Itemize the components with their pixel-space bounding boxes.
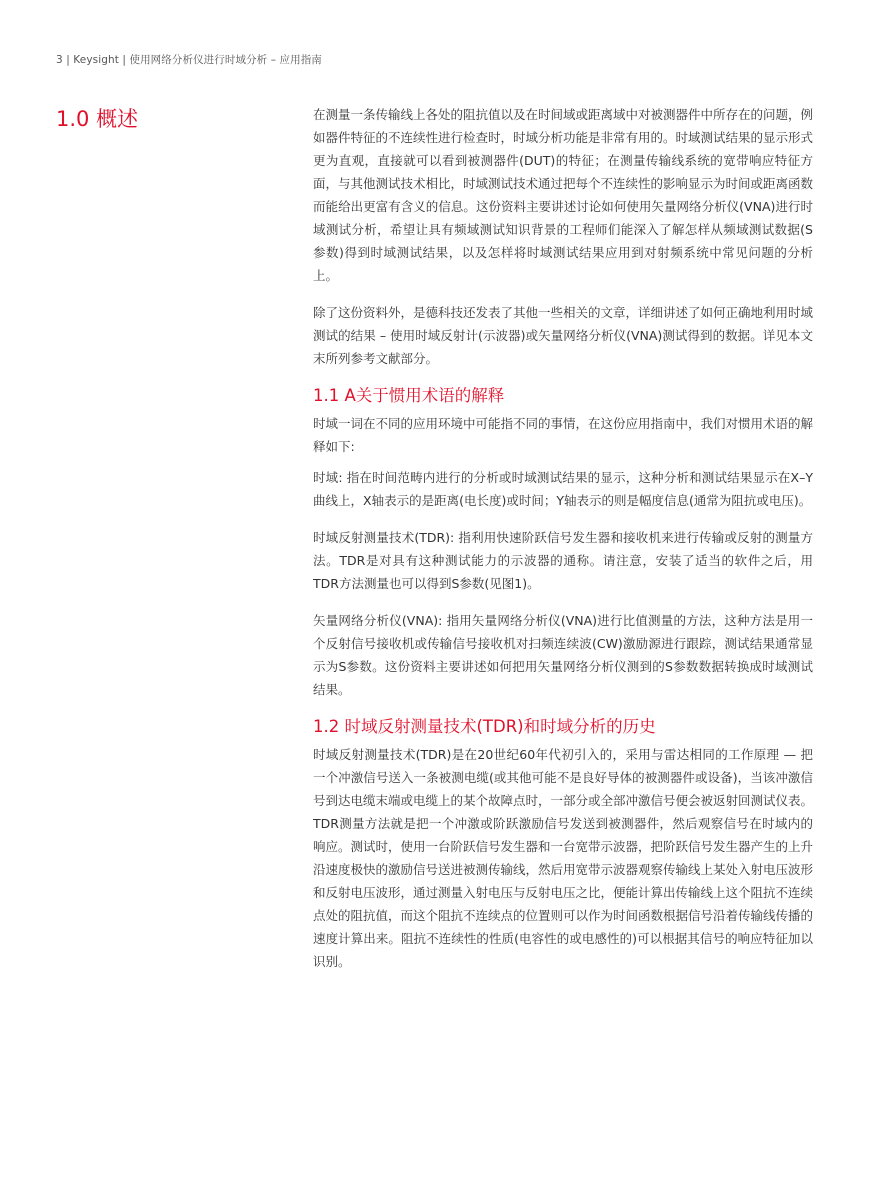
subsection-1-1-title: 1.1 A关于惯用术语的解释 bbox=[313, 386, 505, 405]
term-tdr: 时域反射测量技术(TDR): 指利用快速阶跃信号发生器和接收机来进行传输或反射的测量方法。TDR是对具有这种测试能力的示波器的通称。请注意，安装了适当的软件之后，用TDR方法测量也可以得到S参数(见图1)。 bbox=[313, 530, 813, 591]
intro-paragraph-1: 在测量一条传输线上各处的阻抗值以及在时间域或距离域中对被测器件中所存在的问题，例如器件特征的不连续性进行检查时，时域分析功能是非常有用的。时域测试结果的显示形式更为直观，直接就可以看到被测器件(DUT)的特征；在测量传输线系统的宽带响应特征方面，与其他测试技术相比，时域测试技术通过把每个不连续性的影响显示为时间或距离函数而能给出更富有含义的信息。这份资料主要讲述讨论如何使用矢量网络分析仪(VNA)进行时域测试分析，希望让具有频域测试知识背景的工程师们能深入了解怎样从频域测试数据(S参数)得到时域测试结果，以及怎样将时域测试结果应用到对射频系统中常见问题的分析上。 bbox=[313, 107, 814, 283]
subsection-1-2-title: 1.2 时域反射测量技术(TDR)和时域分析的历史 bbox=[313, 717, 656, 736]
main-content bbox=[313, 103, 813, 987]
history-paragraph: 时域反射测量技术(TDR)是在20世纪60年代初引入的，采用与雷达相同的工作原理 — 把一个冲激信号送入一条被测电缆(或其他可能不是良好导体的被测器件或设备)，当该冲激信号到达电缆末端或电缆上的某个故障点时，一部分或全部冲激信号便会被返射回测试仪表。TDR测量方法就是把一个冲激或阶跃激励信号发送到被测器件，然后观察信号在时域内的响应。测试时，使用一台阶跃信号发生器和一台宽带示波器，把阶跃信号发生器产生的上升沿速度极快的激励信号送进被测传输线，然后用宽带示波器观察传输线上某处入射电压波形和反射电压波形，通过测量入射电压与反射电压之比，便能计算出传输线上这个阻抗不连续点处的阻抗值，而这个阻抗不连续点的位置则可以作为时间函数根据信号沿着传输线传播的速度计算出来。阻抗不连续性的性质(电容性的或电感性的)可以根据其信号的响应特征加以识别。 bbox=[313, 747, 814, 969]
page-header: 3 | Keysight | 使用网络分析仪进行时域分析 – 应用指南 bbox=[56, 54, 322, 66]
section-title: 1.0 概述 bbox=[56, 107, 139, 131]
term-time-domain: 时域: 指在时间范畴内进行的分析或时域测试结果的显示，这种分析和测试结果显示在X–Y曲线上，X轴表示的是距离(电长度)或时间；Y轴表示的则是幅度信息(通常为阻抗或电压)。 bbox=[313, 470, 813, 508]
intro-paragraph-2: 除了这份资料外，是德科技还发表了其他一些相关的文章，详细讲述了如何正确地利用时域测试的结果 – 使用时域反射计(示波器)或矢量网络分析仪(VNA)测试得到的数据。详见本文末所列参考文献部分。 bbox=[313, 305, 814, 366]
term-vna: 矢量网络分析仪(VNA): 指用矢量网络分析仪(VNA)进行比值测量的方法，这种方法是用一个反射信号接收机或传输信号接收机对扫频连续波(CW)激励源进行跟踪，测试结果通常显示为S参数。这份资料主要讲述如何把用矢量网络分析仪测到的S参数数据转换成时域测试结果。 bbox=[313, 613, 813, 697]
terms-intro-paragraph: 时域一词在不同的应用环境中可能指不同的事情，在这份应用指南中，我们对惯用术语的解释如下: bbox=[313, 416, 814, 454]
